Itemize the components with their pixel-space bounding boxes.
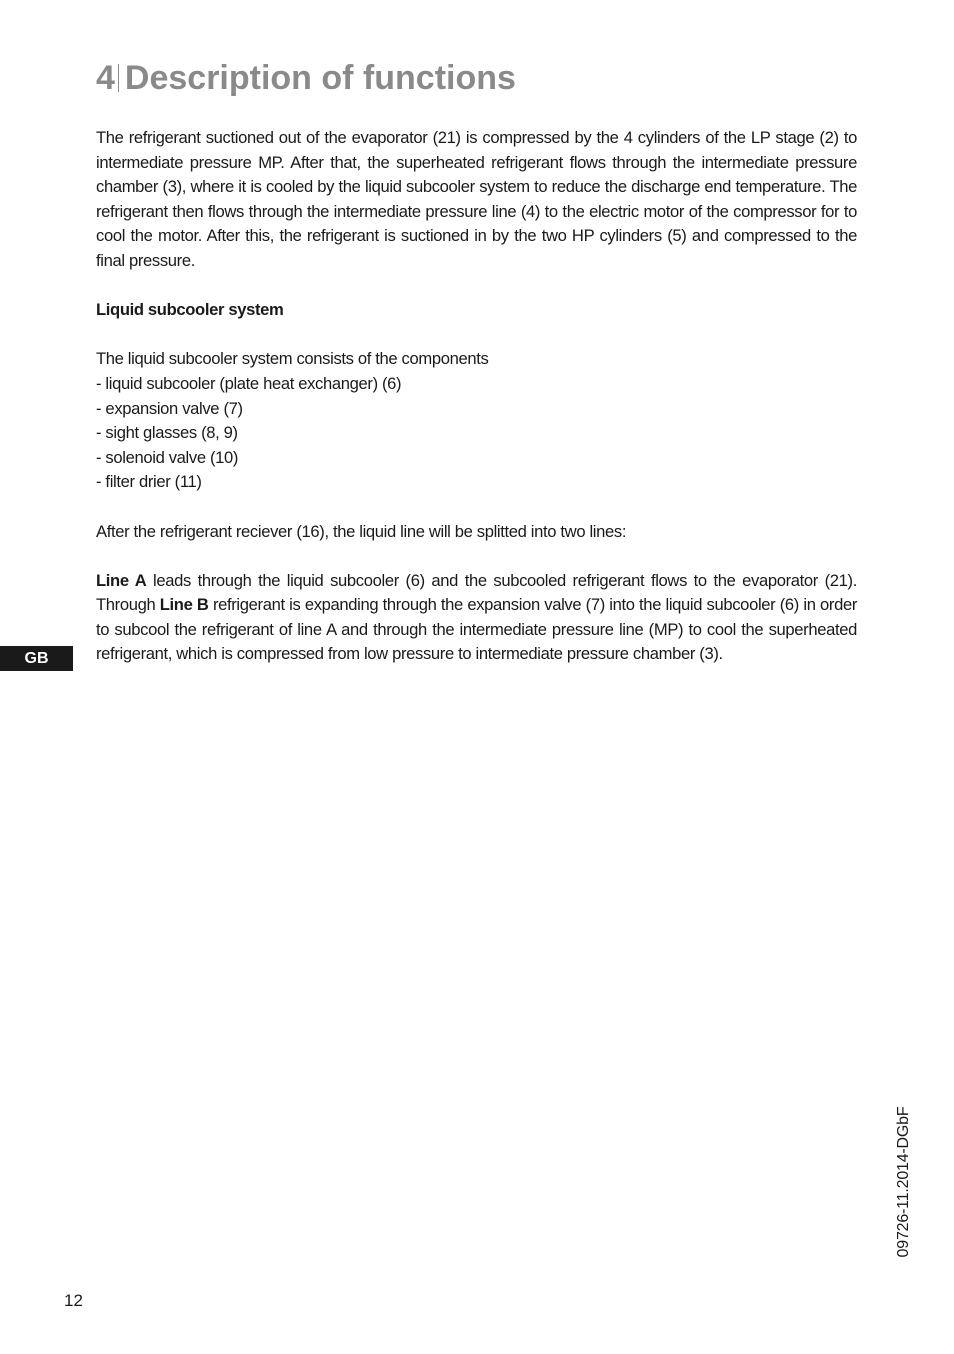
section-heading: Liquid subcooler system bbox=[96, 300, 284, 320]
split-sentence: After the refrigerant reciever (16), the liquid line will be splitted into two lines: bbox=[96, 521, 627, 541]
spacer bbox=[96, 544, 857, 569]
intro-paragraph: The refrigerant suctioned out of the evaporator (21) is compressed by the 4 cylinders of the LP stage (2) to intermediate pressure MP. After that, the superheated refrigerant flows through the intermediate pressure chamber (3), where it is cooled by the liquid subcooler system to reduce the discharge end temperature. The refrigerant then flows through the intermediate pressure line (4) to the electric motor of the compressor for to cool the motor. After this, the refrigerant is suctioned in by the two HP cylinders (5) and compressed to the final pressure. bbox=[96, 128, 857, 270]
list-item: - filter drier (11) bbox=[96, 472, 202, 492]
line-description-paragraph bbox=[96, 569, 857, 667]
list-item: - expansion valve (7) bbox=[96, 398, 243, 418]
spacer bbox=[96, 495, 857, 520]
chapter-number: 4 bbox=[96, 59, 115, 97]
chapter-title: Description of functions bbox=[124, 59, 516, 97]
language-tab: GB bbox=[0, 646, 73, 671]
component-list bbox=[96, 372, 857, 495]
line-a-label: Line A bbox=[96, 570, 147, 590]
component-list-intro: The liquid subcooler system consists of the components bbox=[96, 349, 489, 369]
line-b-label: Line B bbox=[159, 595, 209, 615]
line-b-text: refrigerant is expanding through the expansion valve (7) into the liquid subcooler (6) in order to subcool the refrigerant of line A and through the intermediate pressure line (MP) to cool the superheated refrigerant, which is compressed from low pressure to intermediate pressure chamber (3). bbox=[96, 595, 857, 664]
line-a-text: leads through the liquid subcooler (6) and the subcooled refrigerant flows to the evaporator (21). Through bbox=[96, 570, 857, 615]
spacer bbox=[96, 274, 857, 299]
document-code: 09726-11.2014-DGbF bbox=[895, 1106, 912, 1258]
heading-separator bbox=[118, 64, 119, 92]
list-item: - solenoid valve (10) bbox=[96, 447, 239, 467]
spacer bbox=[96, 323, 857, 348]
page-heading bbox=[96, 56, 516, 100]
list-item: - liquid subcooler (plate heat exchanger) (6) bbox=[96, 373, 402, 393]
main-content bbox=[96, 126, 857, 667]
page-number: 12 bbox=[64, 1291, 83, 1310]
list-item: - sight glasses (8, 9) bbox=[96, 423, 238, 443]
